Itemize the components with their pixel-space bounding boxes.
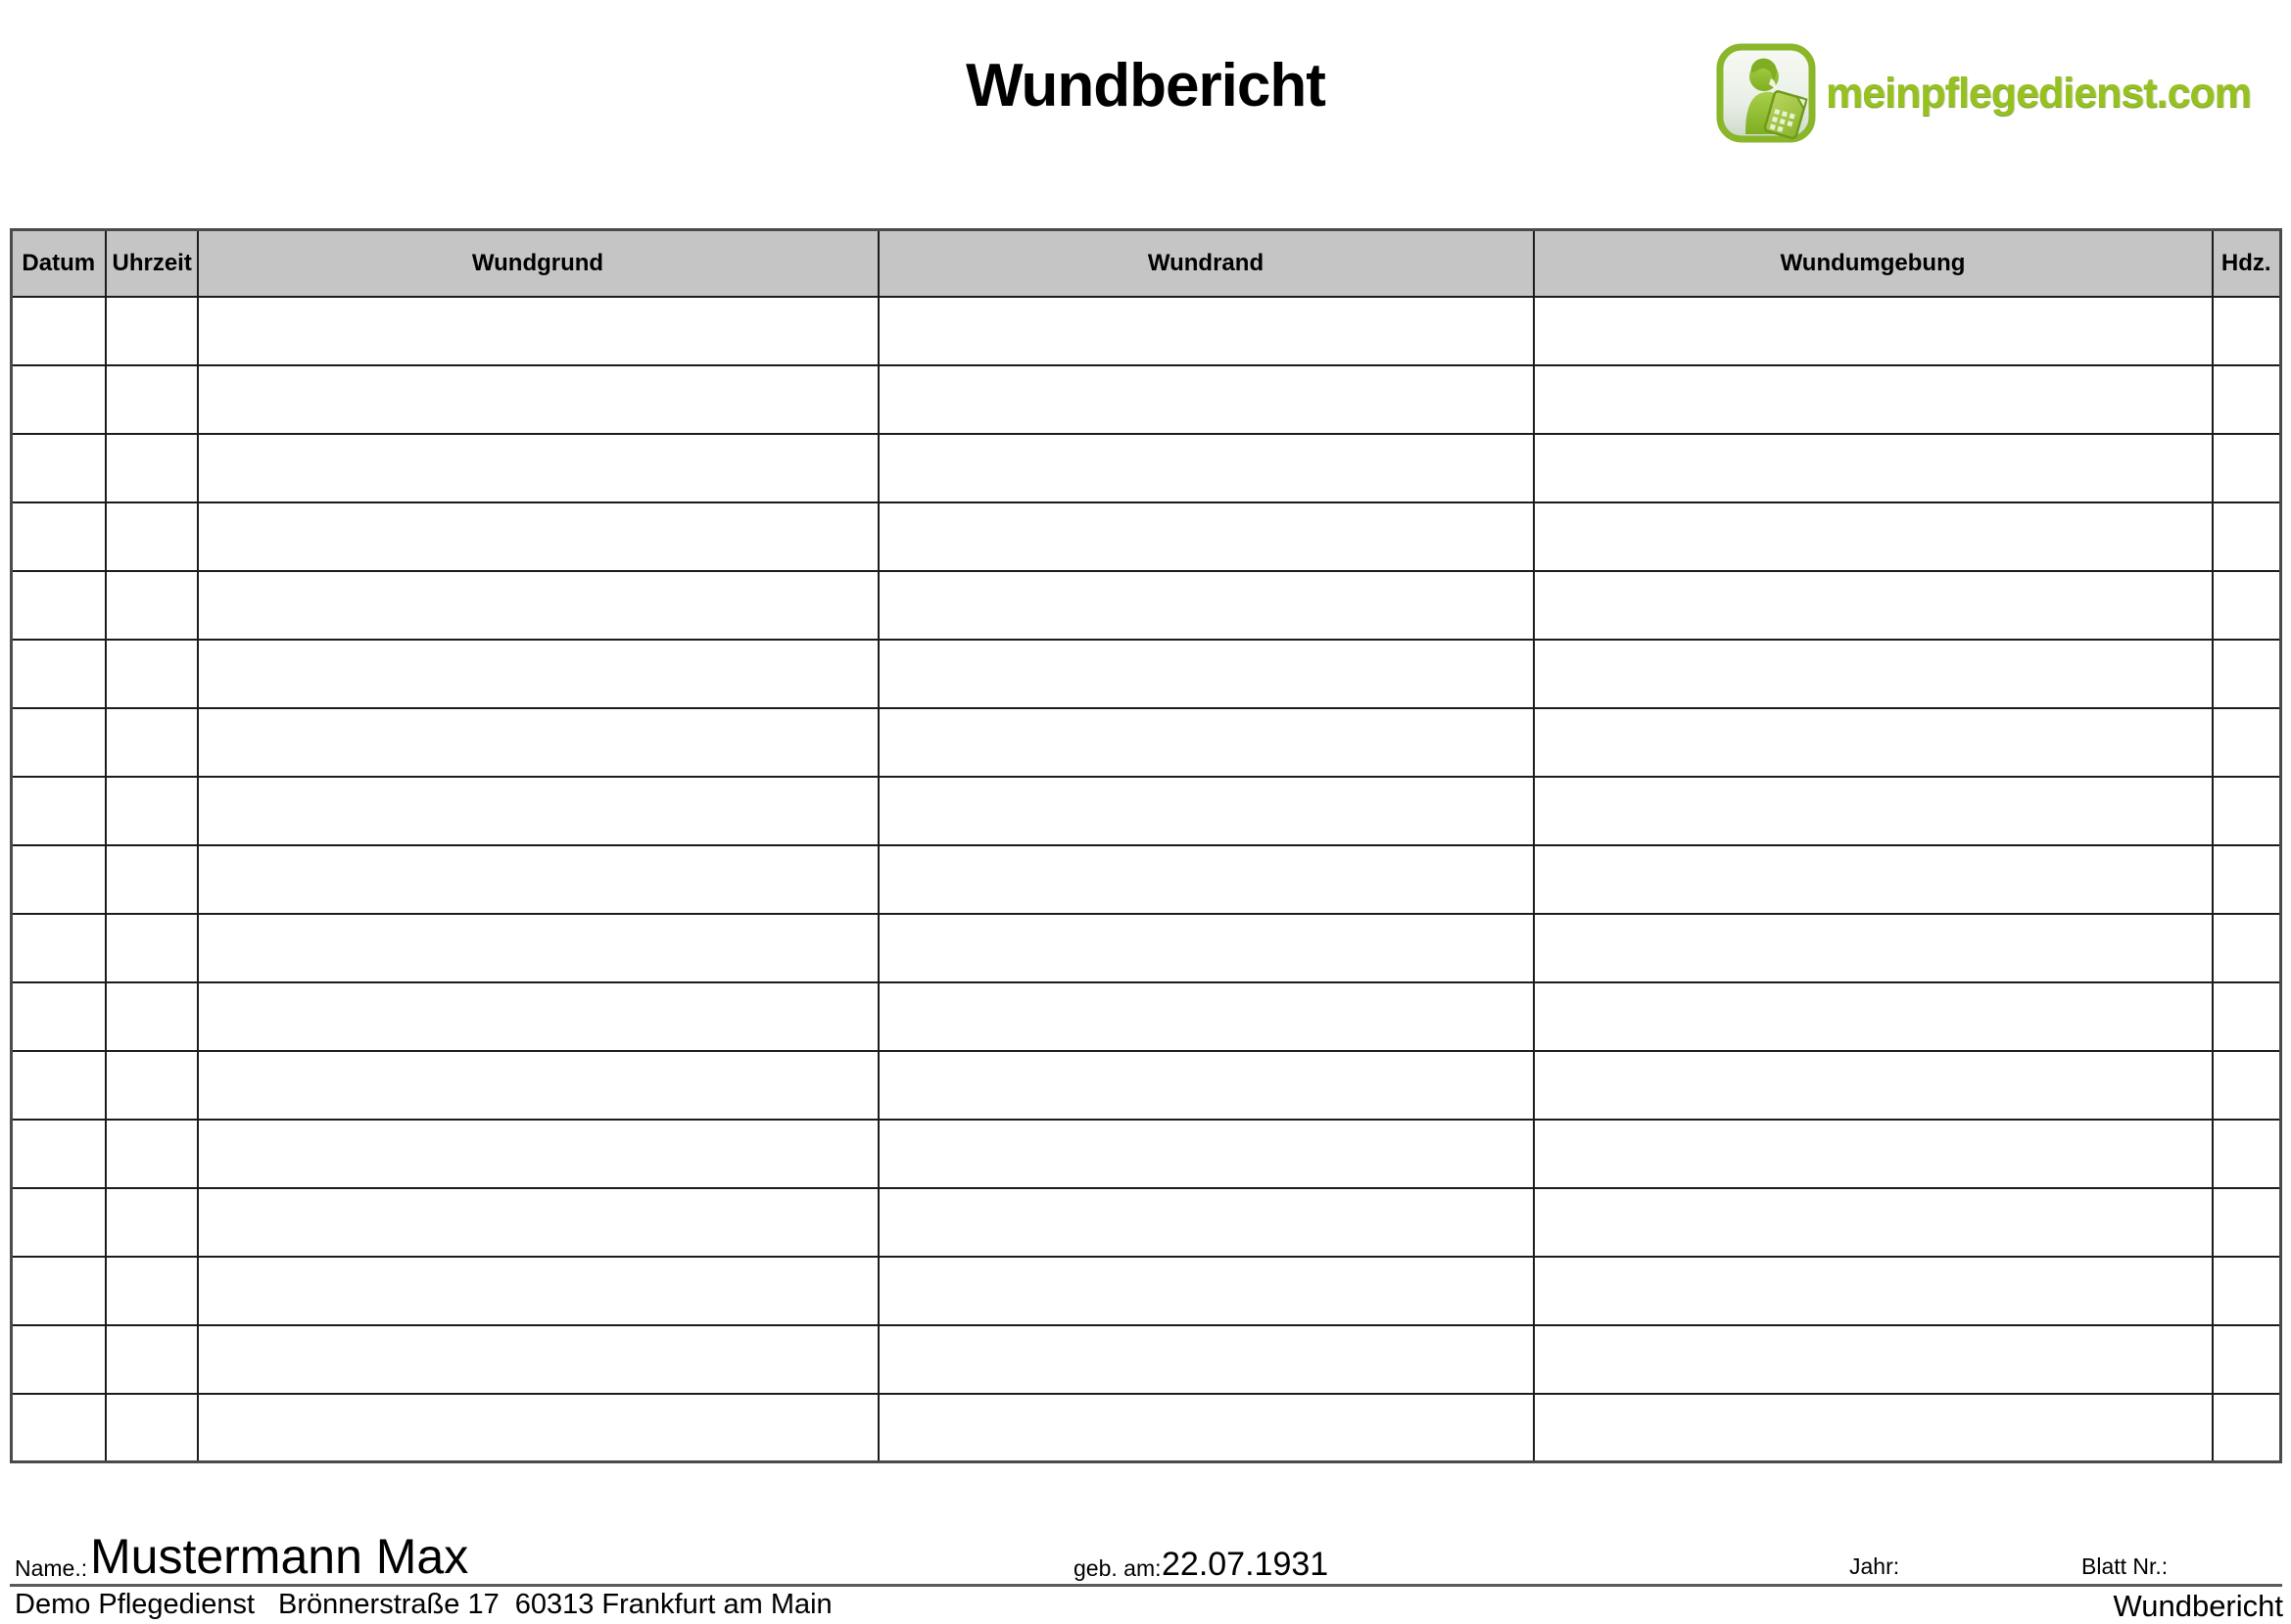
cell-wundgrund-row13[interactable]: [198, 1120, 879, 1188]
table-row: [12, 640, 2281, 708]
cell-hdz-row1[interactable]: [2213, 297, 2281, 365]
table-row: [12, 1394, 2281, 1462]
table-row: [12, 1257, 2281, 1325]
wound-report-table: [10, 228, 2282, 1463]
cell-wundgrund-row6[interactable]: [198, 640, 879, 708]
cell-wundrand-row4[interactable]: [879, 502, 1534, 571]
cell-wundrand-row17[interactable]: [879, 1394, 1534, 1462]
footer-provider-address: [15, 1589, 833, 1621]
cell-wundgrund-row15[interactable]: [198, 1257, 879, 1325]
cell-wundgrund-row14[interactable]: [198, 1188, 879, 1257]
cell-datum-row15[interactable]: [12, 1257, 106, 1325]
birthdate-label: geb. am:: [1074, 1555, 1162, 1581]
cell-wundgrund-row2[interactable]: [198, 365, 879, 434]
cell-datum-row1[interactable]: [12, 297, 106, 365]
page-title: Wundbericht: [966, 52, 1325, 119]
cell-wundrand-row8[interactable]: [879, 777, 1534, 845]
cell-datum-row10[interactable]: [12, 914, 106, 982]
cell-wundgrund-row12[interactable]: [198, 1051, 879, 1120]
cell-uhrzeit-row11[interactable]: [106, 982, 198, 1051]
cell-wundumgebung-row9[interactable]: [1534, 845, 2213, 914]
cell-datum-row8[interactable]: [12, 777, 106, 845]
cell-uhrzeit-row13[interactable]: [106, 1120, 198, 1188]
logo: [1716, 43, 2251, 143]
cell-wundgrund-row3[interactable]: [198, 434, 879, 502]
column-header-uhrzeit: Uhrzeit: [106, 230, 198, 297]
cell-wundumgebung-row17[interactable]: [1534, 1394, 2213, 1462]
cell-wundgrund-row10[interactable]: [198, 914, 879, 982]
cell-wundgrund-row7[interactable]: [198, 708, 879, 777]
cell-wundumgebung-row4[interactable]: [1534, 502, 2213, 571]
cell-uhrzeit-row16[interactable]: [106, 1325, 198, 1394]
footer-provider: Demo Pflegedienst: [15, 1589, 256, 1620]
nurse-with-phone-and-document-icon: [1716, 43, 1816, 143]
cell-hdz-row2[interactable]: [2213, 365, 2281, 434]
cell-wundgrund-row8[interactable]: [198, 777, 879, 845]
cell-datum-row16[interactable]: [12, 1325, 106, 1394]
cell-hdz-row9[interactable]: [2213, 845, 2281, 914]
cell-wundrand-row12[interactable]: [879, 1051, 1534, 1120]
cell-datum-row4[interactable]: [12, 502, 106, 571]
cell-wundrand-row7[interactable]: [879, 708, 1534, 777]
footer-city: 60313 Frankfurt am Main: [514, 1589, 833, 1620]
cell-uhrzeit-row14[interactable]: [106, 1188, 198, 1257]
cell-hdz-row7[interactable]: [2213, 708, 2281, 777]
cell-hdz-row17[interactable]: [2213, 1394, 2281, 1462]
cell-uhrzeit-row5[interactable]: [106, 571, 198, 640]
cell-wundumgebung-row3[interactable]: [1534, 434, 2213, 502]
cell-wundumgebung-row1[interactable]: [1534, 297, 2213, 365]
column-header-datum: Datum: [12, 230, 106, 297]
cell-uhrzeit-row8[interactable]: [106, 777, 198, 845]
table-row: [12, 571, 2281, 640]
table-row: [12, 365, 2281, 434]
cell-datum-row3[interactable]: [12, 434, 106, 502]
table-header-row: [12, 230, 2281, 297]
cell-wundumgebung-row6[interactable]: [1534, 640, 2213, 708]
cell-hdz-row6[interactable]: [2213, 640, 2281, 708]
cell-hdz-row13[interactable]: [2213, 1120, 2281, 1188]
cell-hdz-row12[interactable]: [2213, 1051, 2281, 1120]
column-header-wundrand: Wundrand: [879, 230, 1534, 297]
cell-datum-row9[interactable]: [12, 845, 106, 914]
cell-hdz-row8[interactable]: [2213, 777, 2281, 845]
sheet-number-label: Blatt Nr.:: [2081, 1553, 2169, 1579]
table-row: [12, 914, 2281, 982]
cell-datum-row12[interactable]: [12, 1051, 106, 1120]
cell-uhrzeit-row4[interactable]: [106, 502, 198, 571]
column-header-wundumgebung: Wundumgebung: [1534, 230, 2213, 297]
cell-hdz-row3[interactable]: [2213, 434, 2281, 502]
table-row: [12, 1051, 2281, 1120]
cell-wundgrund-row17[interactable]: [198, 1394, 879, 1462]
cell-hdz-row10[interactable]: [2213, 914, 2281, 982]
cell-wundrand-row10[interactable]: [879, 914, 1534, 982]
cell-uhrzeit-row10[interactable]: [106, 914, 198, 982]
cell-datum-row7[interactable]: [12, 708, 106, 777]
cell-uhrzeit-row1[interactable]: [106, 297, 198, 365]
cell-wundgrund-row9[interactable]: [198, 845, 879, 914]
cell-datum-row14[interactable]: [12, 1188, 106, 1257]
cell-uhrzeit-row6[interactable]: [106, 640, 198, 708]
column-header-wundgrund: Wundgrund: [198, 230, 879, 297]
cell-wundrand-row3[interactable]: [879, 434, 1534, 502]
footer-street: Brönnerstraße 17: [278, 1589, 500, 1620]
cell-wundrand-row13[interactable]: [879, 1120, 1534, 1188]
cell-wundgrund-row16[interactable]: [198, 1325, 879, 1394]
cell-wundumgebung-row11[interactable]: [1534, 982, 2213, 1051]
column-header-hdz: Hdz.: [2213, 230, 2281, 297]
footer-document-type: Wundbericht: [2113, 1589, 2283, 1623]
cell-wundrand-row6[interactable]: [879, 640, 1534, 708]
cell-wundrand-row14[interactable]: [879, 1188, 1534, 1257]
cell-wundumgebung-row7[interactable]: [1534, 708, 2213, 777]
logo-text: meinpflegedienst.com: [1826, 69, 2251, 117]
cell-wundrand-row1[interactable]: [879, 297, 1534, 365]
cell-wundrand-row16[interactable]: [879, 1325, 1534, 1394]
cell-wundgrund-row11[interactable]: [198, 982, 879, 1051]
cell-uhrzeit-row9[interactable]: [106, 845, 198, 914]
cell-uhrzeit-row17[interactable]: [106, 1394, 198, 1462]
cell-wundumgebung-row14[interactable]: [1534, 1188, 2213, 1257]
table-row: [12, 708, 2281, 777]
cell-wundrand-row11[interactable]: [879, 982, 1534, 1051]
cell-datum-row5[interactable]: [12, 571, 106, 640]
cell-datum-row2[interactable]: [12, 365, 106, 434]
cell-wundumgebung-row12[interactable]: [1534, 1051, 2213, 1120]
cell-datum-row6[interactable]: [12, 640, 106, 708]
cell-wundrand-row5[interactable]: [879, 571, 1534, 640]
table-row: [12, 502, 2281, 571]
cell-wundumgebung-row2[interactable]: [1534, 365, 2213, 434]
cell-hdz-row16[interactable]: [2213, 1325, 2281, 1394]
birthdate-value: 22.07.1931: [1162, 1546, 1329, 1583]
cell-hdz-row11[interactable]: [2213, 982, 2281, 1051]
cell-wundumgebung-row8[interactable]: [1534, 777, 2213, 845]
cell-datum-row11[interactable]: [12, 982, 106, 1051]
cell-hdz-row15[interactable]: [2213, 1257, 2281, 1325]
cell-uhrzeit-row2[interactable]: [106, 365, 198, 434]
cell-wundumgebung-row15[interactable]: [1534, 1257, 2213, 1325]
cell-hdz-row14[interactable]: [2213, 1188, 2281, 1257]
table-row: [12, 1120, 2281, 1188]
table-row: [12, 777, 2281, 845]
cell-wundumgebung-row16[interactable]: [1534, 1325, 2213, 1394]
cell-uhrzeit-row7[interactable]: [106, 708, 198, 777]
cell-wundrand-row2[interactable]: [879, 365, 1534, 434]
table-row: [12, 1188, 2281, 1257]
year-label: Jahr:: [1849, 1553, 1900, 1579]
table-row: [12, 297, 2281, 365]
cell-wundrand-row9[interactable]: [879, 845, 1534, 914]
cell-wundgrund-row4[interactable]: [198, 502, 879, 571]
cell-wundumgebung-row13[interactable]: [1534, 1120, 2213, 1188]
cell-uhrzeit-row12[interactable]: [106, 1051, 198, 1120]
cell-datum-row13[interactable]: [12, 1120, 106, 1188]
name-label: Name.:: [15, 1555, 88, 1581]
footer-divider: [10, 1584, 2282, 1587]
cell-wundumgebung-row10[interactable]: [1534, 914, 2213, 982]
cell-wundumgebung-row5[interactable]: [1534, 571, 2213, 640]
table-row: [12, 982, 2281, 1051]
table-row: [12, 845, 2281, 914]
cell-hdz-row5[interactable]: [2213, 571, 2281, 640]
cell-uhrzeit-row3[interactable]: [106, 434, 198, 502]
table-row: [12, 1325, 2281, 1394]
cell-datum-row17[interactable]: [12, 1394, 106, 1462]
cell-uhrzeit-row15[interactable]: [106, 1257, 198, 1325]
cell-wundgrund-row1[interactable]: [198, 297, 879, 365]
cell-hdz-row4[interactable]: [2213, 502, 2281, 571]
cell-wundgrund-row5[interactable]: [198, 571, 879, 640]
name-value: Mustermann Max: [90, 1529, 469, 1584]
table-row: [12, 434, 2281, 502]
cell-wundrand-row15[interactable]: [879, 1257, 1534, 1325]
